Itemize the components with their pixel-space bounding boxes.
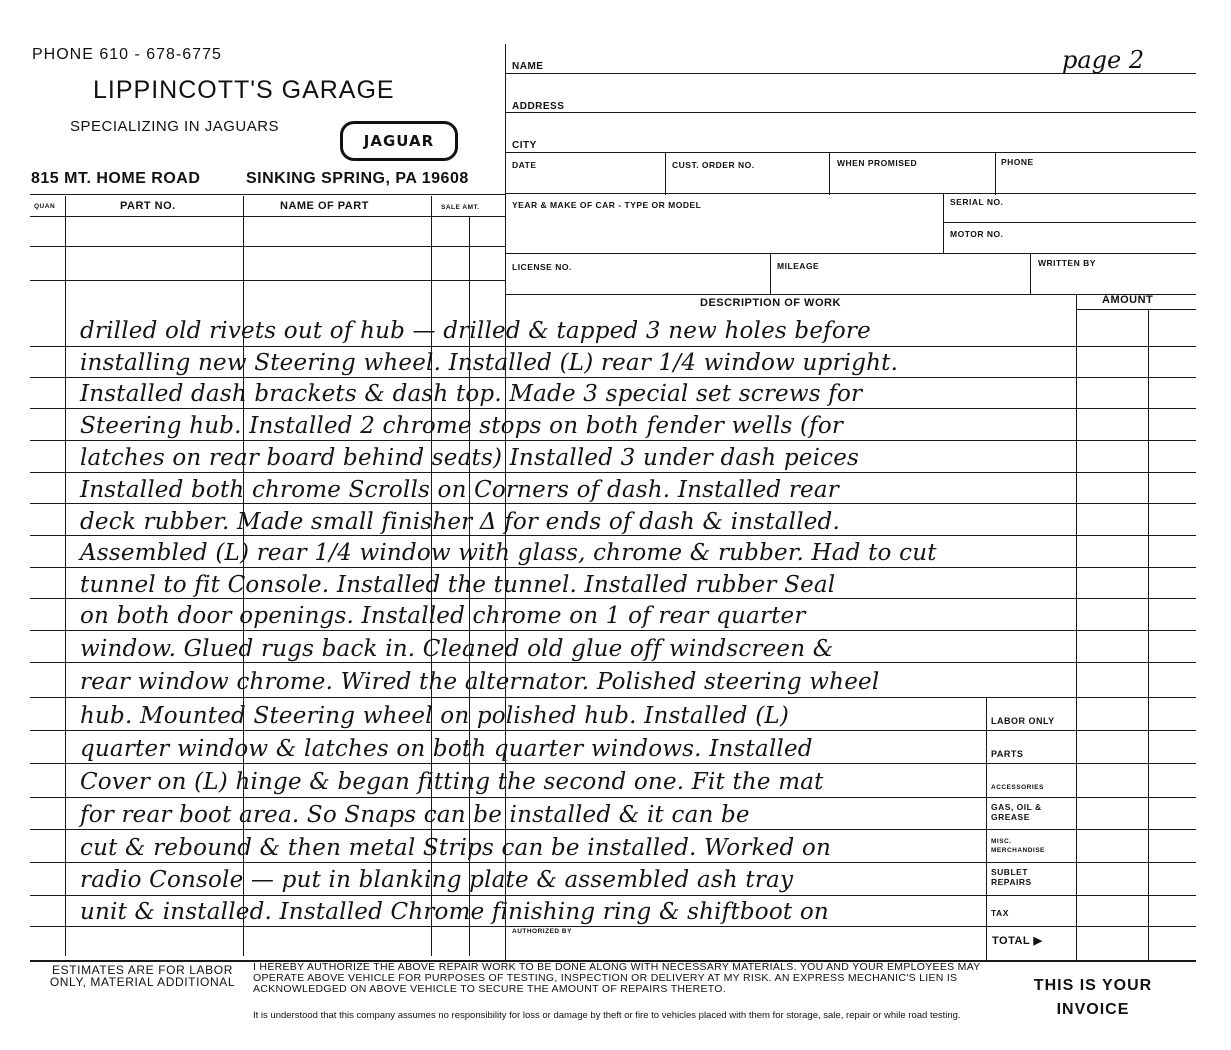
writing-rule <box>30 503 1196 504</box>
serial-rule <box>943 222 1196 223</box>
amount-col-line-1 <box>1076 295 1077 960</box>
label-year-make: YEAR & MAKE OF CAR - TYPE OR MODEL <box>512 200 702 210</box>
estimates-notice: ESTIMATES ARE FOR LABOR ONLY, MATERIAL ADDITIONAL <box>49 963 236 989</box>
writing-rule <box>30 598 1196 599</box>
writing-rule <box>30 763 1196 764</box>
writing-rule <box>30 829 1196 830</box>
writing-rule <box>30 730 1196 731</box>
work-line: for rear boot area. So Snaps can be installed & it can be <box>80 802 750 828</box>
work-line: tunnel to fit Console. Installed the tunnel. Installed rubber Seal <box>80 572 836 598</box>
address-rule <box>506 112 1196 113</box>
promised-col-line <box>995 153 996 195</box>
work-line: Steering hub. Installed 2 chrome stops on both fender wells (for <box>80 413 844 439</box>
col-part-no: PART NO. <box>120 200 176 212</box>
shop-city-state: SINKING SPRING, PA 19608 <box>246 170 469 187</box>
mileage-col-line <box>1030 254 1031 295</box>
work-line: on both door openings. Installed chrome on 1 of rear quarter <box>80 603 806 629</box>
header-bottom-rule <box>30 194 506 195</box>
total-misc-label: MISC. MERCHANDISE <box>991 838 1045 854</box>
logo-text: JAGUAR <box>363 132 435 150</box>
label-license: LICENSE NO. <box>512 262 572 272</box>
writing-rule <box>30 697 1196 698</box>
work-line: drilled old rivets out of hub — drilled & tapped 3 new holes before <box>80 318 871 344</box>
work-line: cut & rebound & then metal Strips can be installed. Worked on <box>80 835 831 861</box>
label-motor: MOTOR NO. <box>950 229 1004 239</box>
writing-rule <box>30 567 1196 568</box>
shop-name: LIPPINCOTT'S GARAGE <box>93 76 395 104</box>
parts-header-rule <box>30 216 506 217</box>
shop-street: 815 MT. HOME ROAD <box>31 170 201 187</box>
liability-note: It is understood that this company assumes no responsibility for loss or damage by theft or fire to vehicles placed with them for storage, sale, repair or while road testing. <box>253 1010 961 1021</box>
work-line: latches on rear board behind seats) Installed 3 under dash peices <box>80 445 860 471</box>
work-line: Installed both chrome Scrolls on Corners of dash. Installed rear <box>80 477 839 503</box>
work-line: installing new Steering wheel. Installed (L) rear 1/4 window upright. <box>80 350 899 376</box>
work-line: deck rubber. Made small finisher Δ for ends of dash & installed. <box>80 509 840 535</box>
city-rule <box>506 152 1196 153</box>
work-line: radio Console — put in blanking plate & assembled ash tray <box>80 867 794 893</box>
date-row-rule <box>506 193 1196 194</box>
work-line: unit & installed. Installed Chrome finishing ring & shiftboot on <box>80 899 829 925</box>
work-line: rear window chrome. Wired the alternator. Polished steering wheel <box>80 669 880 695</box>
label-cust-order: CUST. ORDER NO. <box>672 160 755 170</box>
work-line: hub. Mounted Steering wheel on polished hub. Installed (L) <box>80 703 790 729</box>
writing-rule <box>30 535 1196 536</box>
total-sublet-label: SUBLET REPAIRS <box>991 867 1032 887</box>
label-mileage: MILEAGE <box>777 261 820 271</box>
writing-rule <box>30 440 1196 441</box>
amount-header-rule <box>1076 309 1196 310</box>
license-col-line <box>770 254 771 295</box>
total-grand-label: TOTAL ▶ <box>992 935 1043 947</box>
work-line: window. Glued rugs back in. Cleaned old glue off windscreen & <box>80 636 834 662</box>
total-accessories-label: ACCESSORIES <box>991 784 1044 791</box>
writing-rule <box>30 926 1196 927</box>
license-row-rule <box>506 294 1196 295</box>
label-date: DATE <box>512 160 537 170</box>
total-labor-label: LABOR ONLY <box>991 716 1055 726</box>
label-phone: PHONE <box>1001 157 1034 167</box>
label-written-by: WRITTEN BY <box>1038 258 1096 268</box>
invoice-notice: THIS IS YOUR INVOICE <box>1033 977 1153 1018</box>
col-quan: QUAN <box>34 203 56 210</box>
label-amount: AMOUNT <box>1102 294 1154 306</box>
label-authorized-by: AUTHORIZED BY <box>512 928 572 935</box>
writing-rule <box>30 862 1196 863</box>
parts-col-line-1 <box>65 196 66 956</box>
work-line: Assembled (L) rear 1/4 window with glass, chrome & rubber. Had to cut <box>80 540 937 566</box>
label-address: ADDRESS <box>512 101 565 112</box>
writing-rule <box>30 472 1196 473</box>
writing-rule <box>30 895 1196 896</box>
parts-row-line <box>30 280 506 281</box>
work-line: Installed dash brackets & dash top. Made 3 special set screws for <box>80 381 863 407</box>
work-line: Cover on (L) hinge & began fitting the second one. Fit the mat <box>80 769 824 795</box>
writing-rule <box>30 797 1196 798</box>
date-col-line <box>665 153 666 195</box>
label-when-promised: WHEN PROMISED <box>837 158 918 168</box>
writing-rule <box>30 377 1196 378</box>
label-serial: SERIAL NO. <box>950 197 1004 207</box>
col-name-of-part: NAME OF PART <box>280 200 369 212</box>
parts-row-line <box>30 246 506 247</box>
writing-rule <box>30 630 1196 631</box>
writing-rule <box>30 346 1196 347</box>
jaguar-logo <box>340 121 458 161</box>
work-line: quarter window & latches on both quarter windows. Installed <box>80 736 813 762</box>
page-marker: page 2 <box>1062 46 1145 74</box>
writing-rule <box>30 408 1196 409</box>
col-sale-amt: SALE AMT. <box>441 204 480 211</box>
label-description: DESCRIPTION OF WORK <box>700 297 841 309</box>
label-name: NAME <box>512 61 544 72</box>
total-gas-label: GAS, OIL & GREASE <box>991 802 1042 822</box>
total-tax-label: TAX <box>991 908 1009 918</box>
shop-phone: PHONE 610 - 678-6775 <box>32 46 222 63</box>
authorization-text: I HEREBY AUTHORIZE THE ABOVE REPAIR WORK TO BE DONE ALONG WITH NECESSARY MATERIALS. YOU AND YOUR EMPLOYEES MAY OPERATE ABOVE VEHICLE FOR PURPOSES OF TESTING, INSPECTION OR DELIVERY AT MY RISK. AN EXPRESS MECHANIC'S LIEN IS ACKNOWLEDGED ON ABOVE VEHICLE TO SECURE THE AMOUNT OF REPAIRS THERETO. <box>253 961 981 995</box>
writing-rule <box>30 662 1196 663</box>
label-city: CITY <box>512 140 537 151</box>
vehicle-row-rule <box>506 253 1196 254</box>
order-col-line <box>829 153 830 195</box>
serial-col-line <box>943 194 944 254</box>
shop-specialty: SPECIALIZING IN JAGUARS <box>70 118 280 135</box>
total-parts-label: PARTS <box>991 749 1024 759</box>
